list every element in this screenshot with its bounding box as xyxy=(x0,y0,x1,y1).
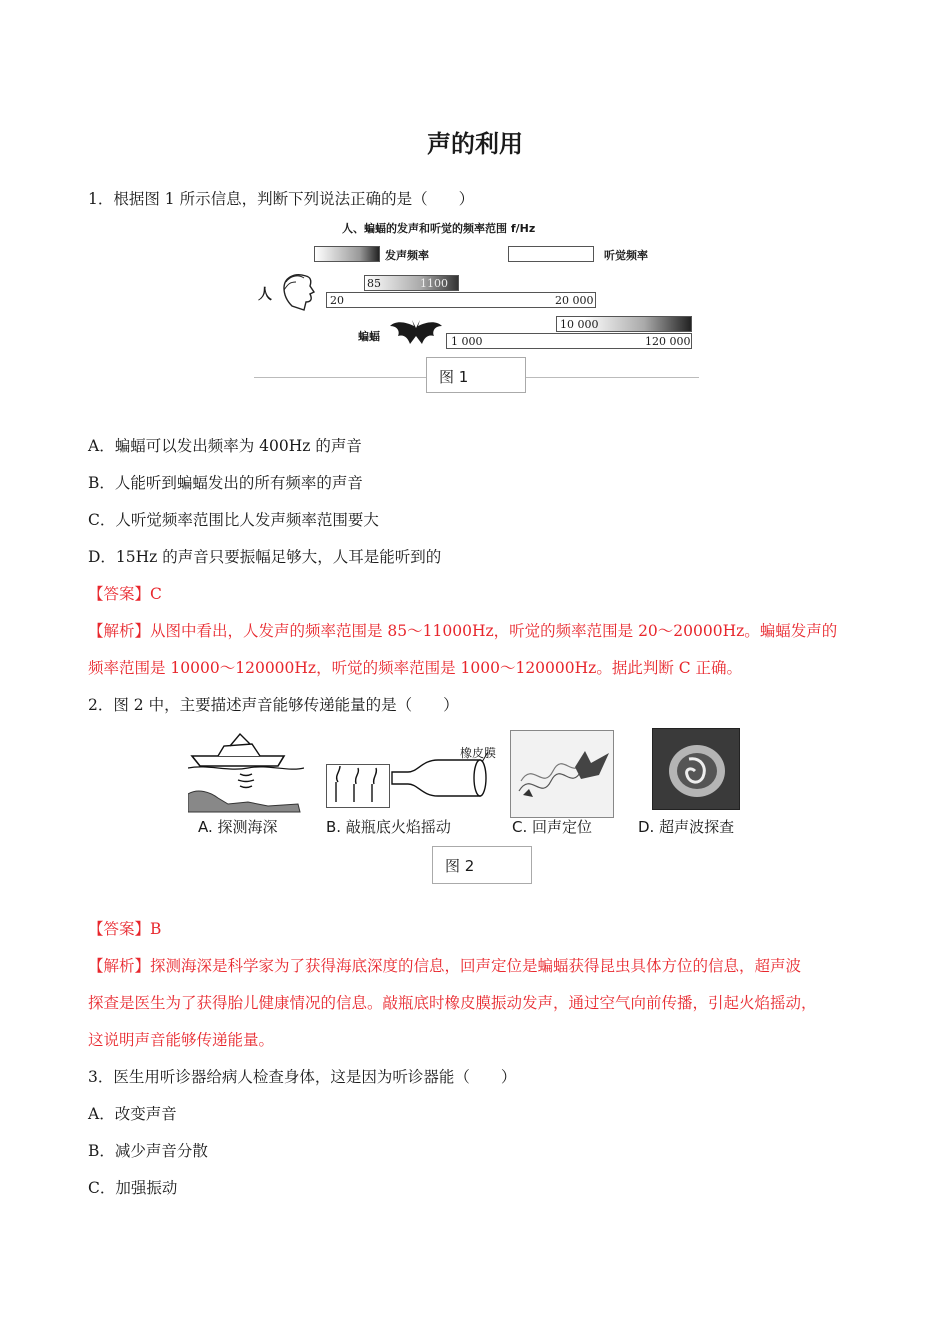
rubber-membrane-label: 橡皮膜 xyxy=(460,746,497,760)
fig2-caption-c: C. 回声定位 xyxy=(512,818,593,836)
q1-analysis-line-2: 频率范围是 10000～120000Hz，听觉的频率范围是 1000～120000Hz。据此判断 C 正确。 xyxy=(88,659,743,677)
q3-option-c: C．加强振动 xyxy=(88,1179,178,1197)
human-hear-bar xyxy=(326,292,596,308)
fig2-caption-box xyxy=(432,846,532,884)
q1-stem: 1．根据图 1 所示信息，判断下列说法正确的是（ ） xyxy=(88,190,475,208)
human-head-icon xyxy=(276,270,320,312)
human-emit-high: 1100 xyxy=(420,277,448,290)
q2-analysis-line-2: 探查是医生为了获得胎儿健康情况的信息。敲瓶底时橡皮膜振动发声，通过空气向前传播，引起火焰摇动， xyxy=(88,994,817,1012)
q1-option-b: B．人能听到蝙蝠发出的所有频率的声音 xyxy=(88,474,363,492)
q1-option-d: D．15Hz 的声音只要振幅足够大，人耳是能听到的 xyxy=(88,548,442,566)
bat-label: 蝙蝠 xyxy=(358,330,380,343)
q3-stem: 3．医生用听诊器给病人检查身体，这是因为听诊器能（ ） xyxy=(88,1068,517,1086)
q2-stem: 2．图 2 中，主要描述声音能够传递能量的是（ ） xyxy=(88,696,459,714)
human-emit-low: 85 xyxy=(367,277,381,290)
fig1-heading: 人、蝙蝠的发声和听觉的频率范围 f/Hz xyxy=(342,222,536,235)
fig2-caption-b: B. 敲瓶底火焰摇动 xyxy=(326,818,451,836)
echolocation-image xyxy=(510,730,614,818)
fig1-caption-box xyxy=(426,357,526,393)
human-emit-bar xyxy=(364,275,459,291)
fig2-caption-d: D. 超声波探查 xyxy=(638,818,735,836)
q1-option-a: A．蝙蝠可以发出频率为 400Hz 的声音 xyxy=(88,437,362,455)
q3-option-a: A．改变声音 xyxy=(88,1105,177,1123)
q1-option-c: C．人听觉频率范围比人发声频率范围要大 xyxy=(88,511,379,529)
fig2-caption: 图 2 xyxy=(445,857,475,875)
bat-hear-bar xyxy=(446,333,692,349)
candle-flames-image xyxy=(326,762,390,808)
legend-emit-swatch xyxy=(314,246,380,262)
bat-emit-bar xyxy=(556,316,692,332)
bat-emit-low: 10 000 xyxy=(560,318,599,331)
fig1-caption: 图 1 xyxy=(439,368,469,386)
bat-icon xyxy=(388,316,444,350)
page-title: 声的利用 xyxy=(427,130,523,158)
q1-answer: 【答案】C xyxy=(88,585,162,603)
human-hear-low: 20 xyxy=(330,294,344,307)
legend-hear-label: 听觉频率 xyxy=(604,249,648,262)
figure-2 xyxy=(188,722,758,886)
boat-sonar-image xyxy=(188,722,304,814)
bat-hear-low: 1 000 xyxy=(451,335,483,348)
q2-answer: 【答案】B xyxy=(88,920,162,938)
q2-analysis-line-3: 这说明声音能够传递能量。 xyxy=(88,1031,275,1049)
legend-hear-swatch xyxy=(508,246,594,262)
q2-analysis-line-1: 【解析】探测海深是科学家为了获得海底深度的信息，回声定位是蝙蝠获得昆虫具体方位的信息，超声波 xyxy=(88,957,802,975)
human-hear-high: 20 000 xyxy=(555,294,594,307)
figure-1 xyxy=(254,214,699,396)
q3-option-b: B．减少声音分散 xyxy=(88,1142,208,1160)
fig2-caption-a: A. 探测海深 xyxy=(198,818,278,836)
ultrasound-image xyxy=(652,728,740,810)
legend-emit-label: 发声频率 xyxy=(385,249,429,262)
q1-analysis-line-1: 【解析】从图中看出，人发声的频率范围是 85～11000Hz，听觉的频率范围是 20～20000Hz。蝙蝠发声的 xyxy=(88,622,838,640)
human-label: 人 xyxy=(258,287,272,303)
bat-hear-high: 120 000 xyxy=(645,335,691,348)
